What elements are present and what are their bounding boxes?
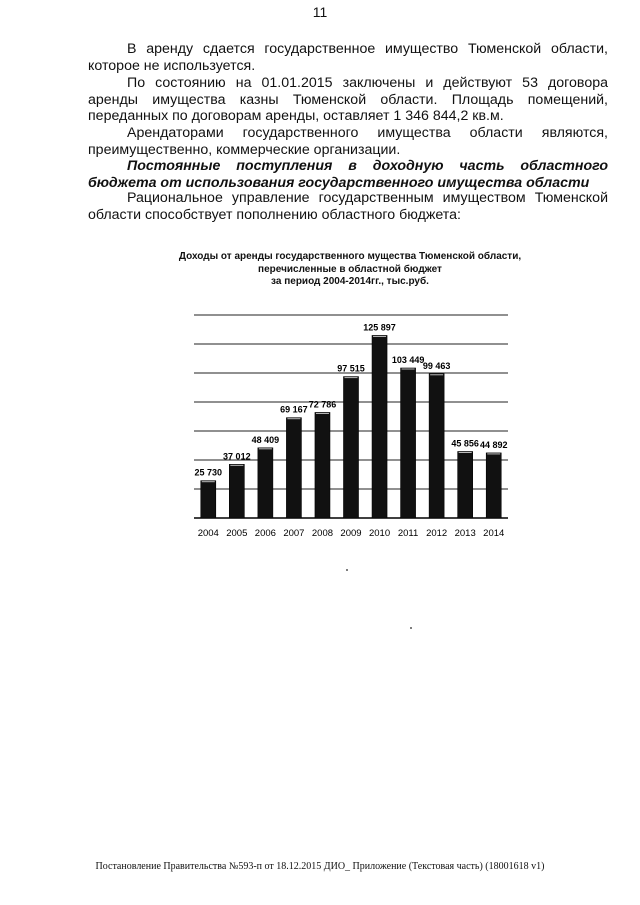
x-tick-label-2004: 2004 [197, 528, 219, 539]
x-tick-label-2009: 2009 [340, 528, 362, 539]
paragraph-tenants: Арендаторами государственного имущества области являются, преимущественно, коммерческие организации. [88, 125, 608, 158]
data-label-2007: 69 167 [280, 404, 308, 415]
document-footer: Постановление Правительства №593-п от 18.12.2015 ДИО_ Приложение (Текстовая часть) (18001618 v1) [95, 861, 545, 872]
chart-title-line-2: перечисленные в областной бюджет [258, 263, 442, 275]
data-label-2012: 99 463 [422, 360, 451, 371]
x-tick-label-2007: 2007 [283, 528, 305, 539]
bar-2010 [372, 335, 387, 518]
bar-2007 [286, 418, 301, 518]
bar-2005 [229, 464, 244, 518]
paragraph-rational-management: Рациональное управление государственным имуществом Тюменской области способствует пополнению областного бюджета: [88, 190, 608, 223]
page-number: 11 [312, 4, 328, 20]
bar-2009 [344, 377, 359, 518]
x-tick-label-2012: 2012 [426, 528, 448, 539]
data-label-2013: 45 856 [451, 438, 479, 449]
bar-2012 [429, 374, 444, 518]
data-label-2005: 37 012 [223, 451, 251, 462]
data-label-2004: 25 730 [194, 467, 223, 478]
paragraph-lease-contracts: По состоянию на 01.01.2015 заключены и действуют 53 договора аренды имущества казны Тюменской области. Площадь помещений, переданных по договорам аренды, оставляет 1 346 844,2 кв.м. [88, 75, 608, 124]
x-tick-label-2010: 2010 [368, 528, 391, 539]
x-tick-label-2011: 2011 [397, 528, 419, 539]
x-tick-label-2013: 2013 [454, 528, 476, 539]
chart-title-line-1: Доходы от аренды государственного мущества Тюменской области, [178, 251, 522, 262]
data-label-2014: 44 892 [479, 439, 508, 450]
data-label-2009: 97 515 [337, 363, 365, 374]
scan-speck [346, 569, 348, 571]
bar-2011 [401, 368, 416, 518]
data-label-2006: 48 409 [251, 434, 280, 445]
scan-speck [410, 627, 412, 629]
bar-2013 [458, 452, 473, 518]
section-heading-budget-revenue: Постоянные поступления в доходную часть областного бюджета от использования государственного имущества области [88, 158, 608, 191]
bar-2004 [201, 481, 216, 518]
data-label-2008: 72 786 [308, 399, 337, 410]
x-tick-label-2014: 2014 [483, 528, 505, 539]
x-tick-label-2008: 2008 [311, 528, 334, 539]
data-label-2010: 125 897 [363, 322, 396, 333]
chart-title-line-3: за период 2004-2014гг., тыс.руб. [271, 276, 429, 287]
bar-2008 [315, 412, 330, 518]
bar-2014 [486, 453, 501, 518]
data-label-2011: 103 449 [391, 354, 425, 365]
paragraph-vacant-property: В аренду сдается государственное имущество Тюменской области, которое не используется. [88, 41, 608, 74]
x-tick-label-2005: 2005 [226, 528, 248, 539]
bar-2006 [258, 448, 273, 518]
x-tick-label-2006: 2006 [254, 528, 276, 539]
